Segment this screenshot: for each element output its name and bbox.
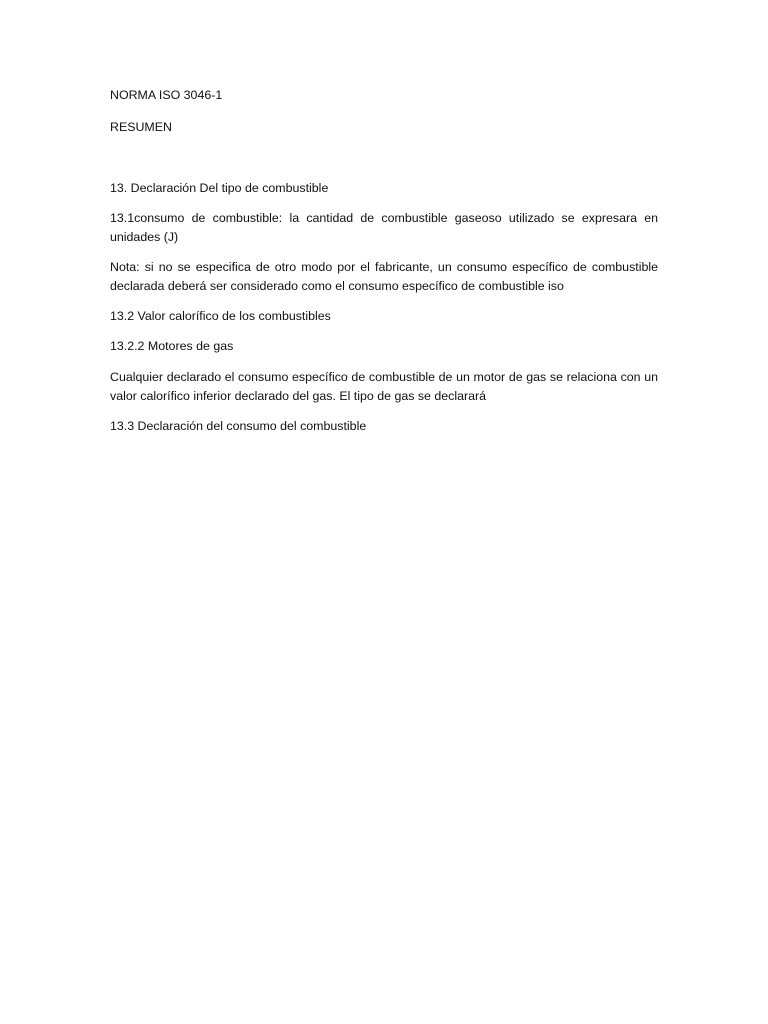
section-13-2-2-heading: 13.2.2 Motores de gas: [110, 339, 234, 353]
document-title: NORMA ISO 3046-1: [110, 88, 223, 102]
section-13-1-paragraph: 13.1consumo de combustible: la cantidad de combustible gaseoso utilizado se expresara en unidades (J): [110, 211, 658, 244]
section-13-heading: 13. Declaración Del tipo de combustible: [110, 181, 329, 195]
note-paragraph: Nota: si no se especifica de otro modo por el fabricante, un consumo específico de combustible declarada deberá ser considerado como el consumo específico de combustible iso: [110, 260, 658, 293]
section-13-3-heading: 13.3 Declaración del consumo del combustible: [110, 419, 367, 433]
document-subtitle: RESUMEN: [110, 120, 172, 134]
section-13-2-heading: 13.2 Valor calorífico de los combustibles: [110, 309, 331, 323]
gas-engine-paragraph: Cualquier declarado el consumo específico de combustible de un motor de gas se relaciona con un valor calorífico inferior declarado del gas. El tipo de gas se declarará: [110, 370, 658, 403]
document-body: [110, 86, 658, 436]
